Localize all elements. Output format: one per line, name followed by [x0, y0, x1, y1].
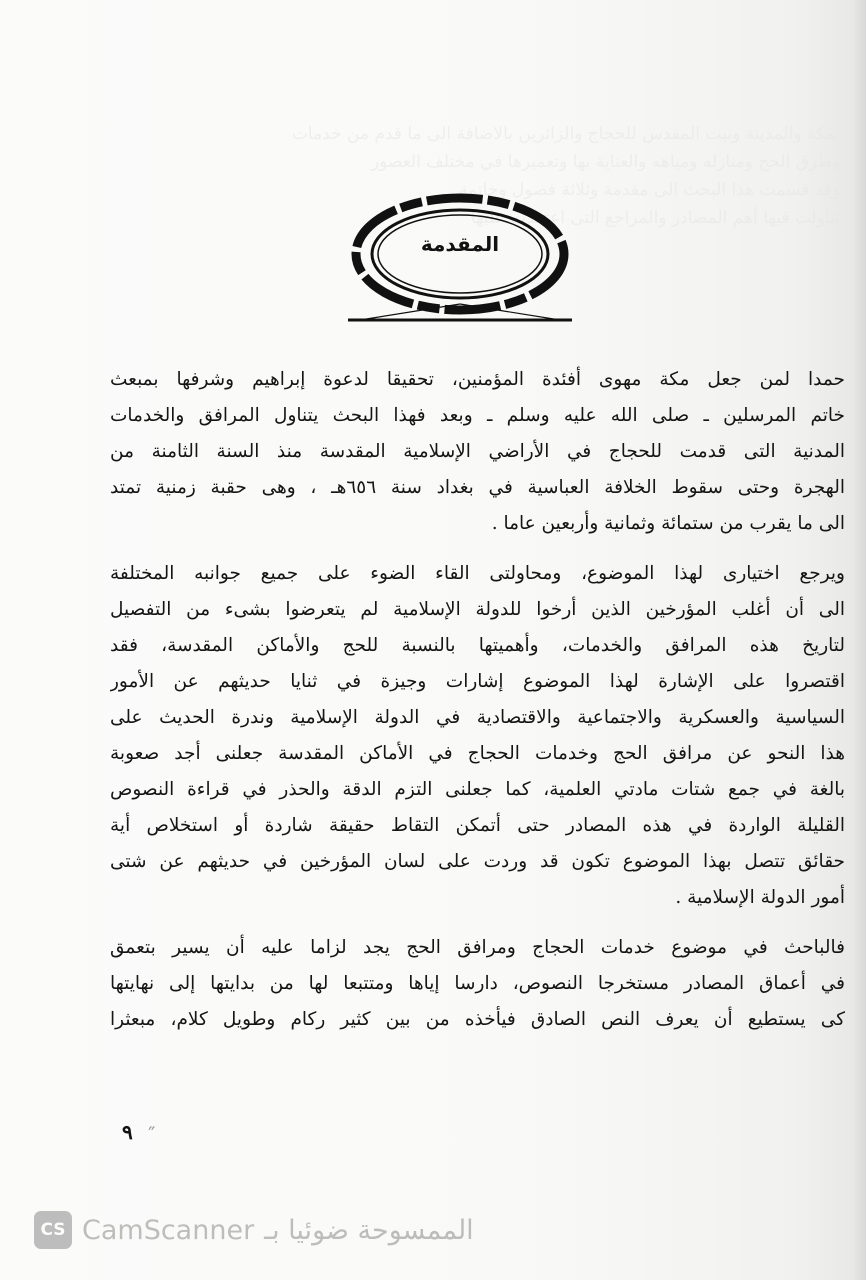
page-number-marks: ″: [148, 1122, 156, 1146]
heading-emblem: [340, 192, 580, 332]
text-line: الهجرة وحتى سقوط الخلافة العباسية في بغداد سنة ٦٥٦هـ ، وهى حقبة زمنية تمتد: [110, 477, 845, 498]
text-line: هذا النحو عن مرافق الحج وخدمات الحجاج في الأماكن المقدسة جعلنى أجد صعوبة: [110, 743, 845, 764]
show-through-line: تناولت فيها أهم المصادر والمراجع التى اعتمدت عليها: [470, 208, 840, 228]
show-through-line: وقد قسمت هذا البحث الى مقدمة وثلاثة فصول وخاتمة: [458, 180, 840, 200]
camscanner-logo-icon: CS: [34, 1211, 72, 1249]
show-through-line: وطرق الحج ومنازله ومياهه والعناية بها وتعميرها في مختلف العصور: [370, 152, 840, 172]
text-line: السياسية والعسكرية والاجتماعية والاقتصادية في الدولة الإسلامية وندرة الحديث على: [110, 707, 845, 728]
text-line: حمدا لمن جعل مكة مهوى أفئدة المؤمنين، تحقيقا لدعوة إبراهيم وشرفها بمبعث: [110, 369, 845, 390]
watermark-brand: CamScanner: [82, 1214, 255, 1246]
text-line: المدنية التى قدمت للحجاج في الأراضي الإسلامية المقدسة منذ السنة الثامنة من: [110, 441, 845, 462]
text-line: في أعماق المصادر مستخرجا النصوص، دارسا إياها ومتتبعا لها من بدايتها إلى نهايتها: [110, 973, 845, 994]
text-line: اقتصروا على الإشارة لهذا الموضوع إشارات وجيزة في ثنايا حديثهم عن الأمور: [110, 671, 845, 692]
text-line: فالباحث في موضوع خدمات الحجاج ومرافق الحج يجد لزاما عليه أن يسير بتعمق: [110, 937, 845, 958]
oval-frame-graphic: [340, 192, 580, 332]
text-line: أمور الدولة الإسلامية .: [675, 887, 845, 908]
body-text: [110, 362, 845, 1038]
text-line: الى أن أغلب المؤرخين الذين أرخوا للدولة الإسلامية لم يتعرضوا بشىء من التفصيل: [110, 599, 845, 620]
text-line: القليلة الواردة في هذه المصادر حتى أتمكن التقاط حقيقة شاردة أو استخلاص أية: [110, 815, 845, 836]
camscanner-watermark: [34, 1208, 554, 1252]
page-edge-shadow: [852, 0, 866, 1280]
text-line: الى ما يقرب من ستمائة وثمانية وأربعين عاما .: [491, 513, 845, 534]
text-line: ويرجع اختيارى لهذا الموضوع، ومحاولتى القاء الضوء على جميع جوانبه المختلفة: [110, 563, 845, 584]
paragraph-2: [110, 556, 845, 916]
paragraph-1: [110, 362, 845, 542]
text-line: بالغة في جمع شتات مادتي العلمية، كما جعلنى التزم الدقة والحذر في قراءة النصوص: [110, 779, 845, 800]
page-number: ٩: [122, 1120, 133, 1144]
text-line: لتاريخ هذه المرافق والخدمات، وأهميتها بالنسبة للحج والأماكن المقدسة، فقد: [110, 635, 845, 656]
text-line: حقائق تتصل بهذا الموضوع تكون قد وردت على لسان المؤرخين في حديثهم عن شتى: [110, 851, 845, 872]
page-title: المقدمة: [420, 232, 500, 256]
watermark-text: الممسوحة ضوئيا بـ: [264, 1214, 474, 1246]
text-line: خاتم المرسلين ـ صلى الله عليه وسلم ـ وبعد فهذا البحث يتناول المرافق والخدمات: [110, 405, 845, 426]
text-line: كى يستطيع أن يعرف النص الصادق فيأخذه من بين كثير ركام وطويل كلام، مبعثرا: [110, 1009, 845, 1030]
show-through-line: بمكة والمدينة وبيت المقدس للحجاج والزائرين بالاضافة الى ما قدم من خدمات: [291, 124, 840, 144]
paragraph-3: [110, 930, 845, 1038]
